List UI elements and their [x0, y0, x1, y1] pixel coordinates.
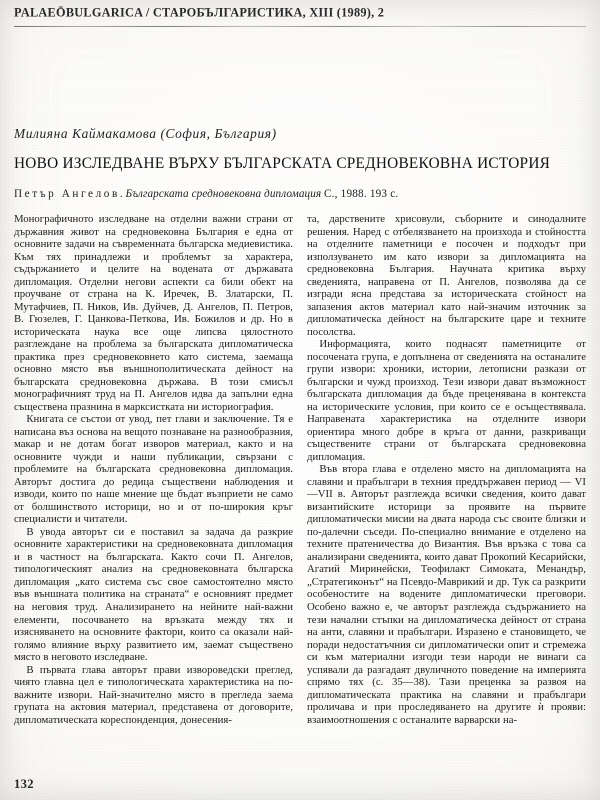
reviewed-work-imprint: С., 1988. 193 с. — [324, 188, 399, 200]
reviewed-work-author: Петър Ангелов — [14, 188, 120, 200]
running-head: PALAEŌBULGARICA / СТАРОБЪЛГАРИСТИКА, XIII (1989), 2 — [14, 5, 385, 20]
header-rule — [14, 26, 586, 27]
paragraph: В увода авторът си е поставил за задача да разкрие основните характеристики на средновековната дипломация и в частност на българската. Както сочи П. Ангелов, типологическият анализ на средновековната българска дипломация „като система със свое самостоятелно място във външната политика на страната“ е основният предмет на неговия труд. Анализирането на нейните най-важни елементи, посочването на връзката между тях и изясняването на основните фактори, които са оказали най-голямо влияние върху развитието им, заемат съществено място в неговото изследване. — [14, 525, 293, 664]
paragraph: та, дарствените хрисовули, съборните и синодалните решения. Наред с отбелязването на произхода и стойността на отделните паметници е посочен и подходът при използуването им като извори за дипломацията на средновековна България. Научната критика върху сведенията, направена от П. Ангелов, позволява да се изгради ясна представа за историческата стойност на запазения актов материал като най-значим източник за дипломатическа дейност на българските царе и техните посолства. — [307, 213, 586, 338]
column-right — [307, 213, 586, 726]
body-columns — [14, 213, 586, 726]
paragraph: Монографичното изследване на отделни важни страни от държавния живот на средновековна България е една от основните задачи на съвременната българска медиевистика. Към тях принадлежи и проблемът за характера, съдържанието и целите на водената от държавата дипломация. Отделни негови аспекти са били обект на проучване от страна на К. Иречек, В. Златарски, П. Мутафчиев, П. Ников, Ив. Дуйчев, Д. Ангелов, П. Петров, В. Гюзелев, Г. Цанкова-Петкова, Ив. Божилов и др. Но в историческата наука все още липсва цялостното разглеждане на проблема за българската дипломатическа практика през средновековнето като система, заемаща основно място във външнополитическата дейност на българската средновековна държава. В този смисъл монографичният труд на П. Ангелов идва да запълни една съществена празнина в марксистката ни историография. — [14, 213, 293, 413]
page-number: 132 — [14, 777, 34, 791]
paragraph: Информацията, които поднасят паметниците от посочената група, е допълнена от сведенията на останалите групи извори: хроники, истории, летописни разкази от български и чужд произход. Тези извори дават възможност българската дипломация да бъде преценявана в контекста на историческите условия, при които се е осъществявала. Направената характеристика на отделните извори ориентира много добре в кръга от данни, разкриващи съществените страни от българската средновековна дипломация. — [307, 338, 586, 463]
reviewed-work-citation — [14, 188, 398, 200]
reviewed-work-title: Българската средновековна дипломация — [125, 188, 322, 200]
paragraph: Книгата се състои от увод, пет глави и заключение. Тя е написана въз основа на вещото познаване на разнообразния, макар и не дотам богат изворов материал, както и на основните чужди и наши публикации, свързани с проблемите на българската средновековна дипломация. Авторът достига до редица съществени наблюдения и изводи, които по наше мнение ще бъдат възприети не само от болшинството историци, но и от по-широкия кръг специалисти и читатели. — [14, 413, 293, 526]
citation-separator: . — [119, 188, 123, 200]
article-title: НОВО ИЗСЛЕДВАНЕ ВЪРХУ БЪЛГАРСКАТА СРЕДНОВЕКОВНА ИСТОРИЯ — [14, 155, 551, 172]
author-byline: Милияна Каймакамова (София, България) — [14, 126, 277, 141]
column-left — [14, 213, 293, 726]
paragraph: В първата глава авторът прави извороведски преглед, чиято главна цел е типологическата характеристика на по-важните извори. Най-значително място в прегледа заема групата на актовия материал, представена от договорите, дипломатическата кореспонденция, донесения- — [14, 663, 293, 726]
paragraph: Във втора глава е отделено място на дипломацията на славяни и прабългари в техния преддържавен период — VI—VII в. Авторът разглежда всички сведения, които дават византийските историци за проявите на първите дипломатически мисии на двата народа със своите близки и по-далечни съседи. По-специално внимание е отделено на техните пратеничества до Византия. Във връзка с това са анализирани сведенията, които дават Прокопий Кесарийски, Агатий Миринейски, Теофилакт Симоката, Менандър, „Стратегиконът“ на Псевдо-Маврикий и др. Тук са разкрити особеностите на водените дипломатически преговори. Особено важно е, че авторът разглежда съдържанието на тези начални стъпки на дипломатическа дейност от страна на анти, славяни и прабългари. Изразено е становището, че поради недостатъчния си дипломатически опит и стремежа си към материални изгоди тези народи не винаги са успявали да разгадаят двуличното поведение на империята спрямо тях (с. 35—38). Тази преценка за развоя на дипломатическата практика на славяни и прабългари проличава и при проследяването на другите ѝ прояви: взаимоотношения с останалите варварски на- — [307, 463, 586, 726]
